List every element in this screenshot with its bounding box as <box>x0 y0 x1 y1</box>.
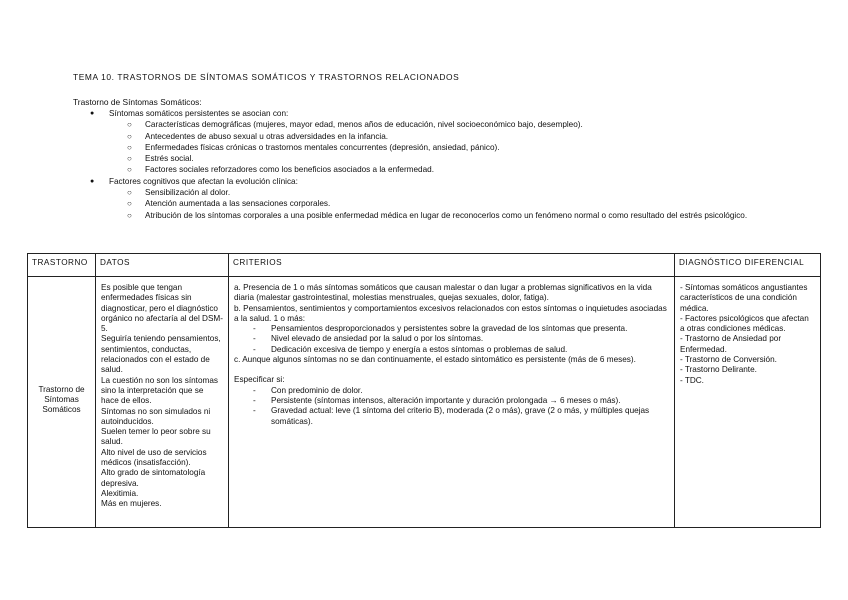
specifier-title: Especificar si: <box>234 375 285 385</box>
outline-subitem <box>0 164 848 175</box>
outline-item-label: Factores cognitivos que afectan la evolución clínica: <box>109 176 298 186</box>
diagnostico-line: - Trastorno Delirante. <box>680 365 757 375</box>
circle-bullet-icon: ○ <box>127 210 132 220</box>
circle-bullet-icon: ○ <box>127 165 132 175</box>
outline-subitem <box>0 119 848 130</box>
outline-item <box>0 176 848 187</box>
dash-icon: - <box>253 385 256 395</box>
section-title: Trastorno de Síntomas Somáticos: <box>73 97 202 107</box>
dash-icon: - <box>253 334 256 344</box>
circle-bullet-icon: ○ <box>127 154 132 164</box>
datos-line: Más en mujeres. <box>101 499 162 509</box>
datos-line: Suelen temer lo peor sobre su salud. <box>101 427 211 447</box>
criterion-b-item <box>234 345 669 355</box>
criterion-a: a. Presencia de 1 o más síntomas somáticos que causan malestar o dan lugar a problemas significativos en la vida diaria (malestar gastrointestinal, molestias menstruales, quejas sexuales, dolor, fatiga). <box>234 283 652 303</box>
criterion-b: b. Pensamientos, sentimientos y comportamientos excesivos relacionados con estos síntomas o inquietudes asociadas a la salud. 1 o más: <box>234 303 667 323</box>
outline-subitem-text: Enfermedades físicas crónicas o trastornos mentales concurrentes (depresión, ansiedad, pánico). <box>145 142 500 152</box>
outline-subitem <box>0 131 848 142</box>
specifier-item <box>234 406 669 427</box>
bullet-icon: ● <box>90 110 95 117</box>
circle-bullet-icon: ○ <box>127 188 132 198</box>
criterion-b-item-text: Nivel elevado de ansiedad por la salud o por los síntomas. <box>271 334 484 344</box>
datos-line: Seguiría teniendo pensamientos, sentimientos, conductas, relacionados con el estado de salud. <box>101 334 221 375</box>
datos-line: Es posible que tengan enfermedades físicas sin diagnosticar, pero el diagnóstico orgánico no afectaría al del DSM-5. <box>101 283 223 334</box>
criterion-b-item-text: Pensamientos desproporcionados y persistentes sobre la gravedad de los síntomas que presenta. <box>271 324 628 334</box>
specifier-item-text: Con predominio de dolor. <box>271 385 363 395</box>
spacer <box>234 365 669 375</box>
datos-line: Síntomas no son simulados ni autoinducidos. <box>101 406 211 426</box>
circle-bullet-icon: ○ <box>127 131 132 141</box>
diagnostico-line: - Factores psicológicos que afectan a otras condiciones médicas. <box>680 313 809 334</box>
circle-bullet-icon: ○ <box>127 120 132 130</box>
outline-subitem <box>0 142 848 153</box>
column-header-criterios: CRITERIOS <box>229 254 675 277</box>
outline-subitem <box>0 198 848 209</box>
datos-line: La cuestión no son los síntomas sino la interpretación que se hace de ellos. <box>101 375 218 406</box>
cell-criterios <box>229 277 675 528</box>
dash-icon: - <box>253 395 256 405</box>
diagnostico-line: - Trastorno de Conversión. <box>680 355 777 365</box>
outline-subitem-text: Características demográficas (mujeres, mayor edad, menos años de educación, nivel socioeconómico bajo, desempleo). <box>145 120 583 130</box>
outline-subitem-text: Sensibilización al dolor. <box>145 188 231 198</box>
circle-bullet-icon: ○ <box>127 142 132 152</box>
datos-line: Alto grado de sintomatología depresiva. <box>101 468 206 488</box>
outline-subitem <box>0 187 848 198</box>
outline-subitem <box>0 153 848 164</box>
table-header-row <box>28 254 821 277</box>
cell-trastorno: Trastorno de Síntomas Somáticos <box>28 277 96 528</box>
cell-datos <box>96 277 229 528</box>
document-title: TEMA 10. TRASTORNOS DE SÍNTOMAS SOMÁTICOS Y TRASTORNOS RELACIONADOS <box>73 72 460 82</box>
outline-subitem-text: Atribución de los síntomas corporales a una posible enfermedad médica en lugar de reconocerlos como un fenómeno normal o como resultado del estrés psicológico. <box>145 210 748 220</box>
column-header-trastorno: TRASTORNO <box>28 254 96 277</box>
column-header-datos: DATOS <box>96 254 229 277</box>
outline-list <box>0 108 848 221</box>
dash-icon: - <box>253 406 256 416</box>
specifier-item <box>234 386 669 396</box>
criterion-b-item <box>234 334 669 344</box>
specifier-item-text: Gravedad actual: leve (1 síntoma del criterio B), moderada (2 o más), grave (2 o más, y múltiples quejas somáticas). <box>271 406 650 426</box>
diagnostico-line: - Síntomas somáticos angustiantes característicos de una condición médica. <box>680 283 808 313</box>
outline-item-label: Síntomas somáticos persistentes se asocian con: <box>109 109 289 118</box>
criterion-c: c. Aunque algunos síntomas no se dan continuamente, el estado sintomático es persistente (más de 6 meses). <box>234 355 636 365</box>
dash-icon: - <box>253 324 256 334</box>
column-header-diagnostico: DIAGNÓSTICO DIFERENCIAL <box>675 254 821 277</box>
specifier-item-text: Persistente (síntomas intensos, alteración importante y duración prolongada → 6 meses o más). <box>271 395 621 405</box>
circle-bullet-icon: ○ <box>127 199 132 209</box>
outline-item <box>0 108 848 119</box>
datos-line: Alto nivel de uso de servicios médicos (insatisfacción). <box>101 447 207 468</box>
outline-subitem-text: Estrés social. <box>145 154 194 164</box>
cell-diagnostico <box>675 277 821 528</box>
table-row <box>28 277 821 528</box>
outline-subitem-text: Factores sociales reforzadores como los beneficios asociados a la enfermedad. <box>145 165 434 175</box>
diagnostico-line: - TDC. <box>680 375 704 385</box>
criterion-b-item <box>234 324 669 334</box>
disorder-table <box>27 253 821 528</box>
outline-subitem <box>0 210 785 221</box>
outline-subitem-text: Antecedentes de abuso sexual u otras adversidades en la infancia. <box>145 131 389 141</box>
dash-icon: - <box>253 344 256 354</box>
bullet-icon: ● <box>90 177 95 185</box>
criterion-b-item-text: Dedicación excesiva de tiempo y energía a estos síntomas o problemas de salud. <box>271 344 568 354</box>
specifier-item <box>234 396 669 406</box>
datos-line: Alexitimia. <box>101 488 139 498</box>
outline-subitem-text: Atención aumentada a las sensaciones corporales. <box>145 199 331 209</box>
diagnostico-line: - Trastorno de Ansiedad por Enfermedad. <box>680 334 782 354</box>
